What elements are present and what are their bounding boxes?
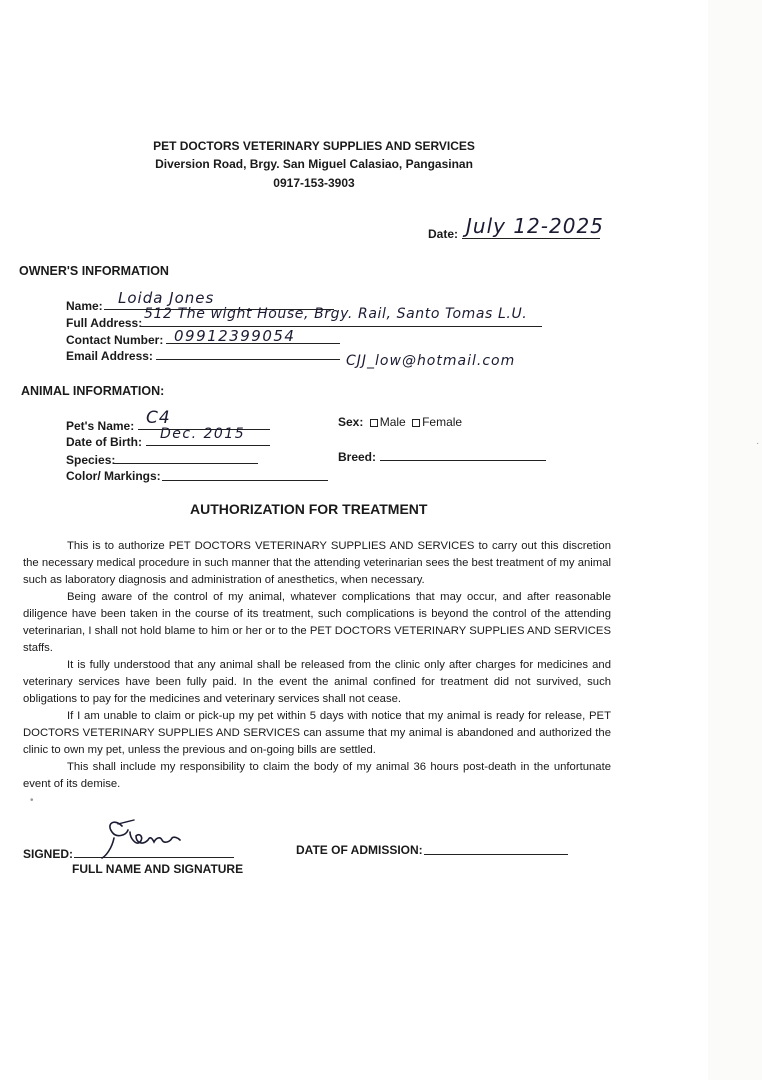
female-checkbox[interactable] [412,419,420,427]
owner-heading: OWNER'S INFORMATION [19,264,169,278]
admission-date-line [424,854,568,855]
authorization-paragraph: This shall include my responsibility to claim the body of my animal 36 hours post-death in the unfortunate event of its demise. [23,761,611,790]
owner-name-label: Name: [66,299,103,313]
male-label: Male [379,415,406,429]
scan-margin [708,0,762,1080]
authorization-body [23,538,611,793]
owner-name-value: Loida Jones [118,289,215,307]
dob-line [146,445,270,446]
animal-heading: ANIMAL INFORMATION: [21,384,165,398]
scan-speck: · [756,438,760,449]
species-label: Species: [66,453,116,467]
sex-label: Sex: [338,415,364,429]
sex-field [338,415,462,429]
owner-email-line [156,359,340,360]
color-markings-line [162,480,328,481]
signature-caption: FULL NAME AND SIGNATURE [72,862,244,876]
admission-date-label: DATE OF ADMISSION: [296,843,423,857]
dob-value: Dec. 2015 [160,426,246,442]
signed-label: SIGNED: [23,847,74,861]
owner-contact-label: Contact Number: [66,333,164,347]
business-address: Diversion Road, Brgy. San Miguel Calasiao, Pangasinan [155,157,473,171]
pet-name-value: C4 [146,408,171,428]
species-line [114,463,258,464]
authorization-paragraph: If I am unable to claim or pick-up my pet within 5 days with notice that my animal is ready for release, PET DOCTORS VETERINARY SUPPLIES AND SERVICES can assume that my animal is abandoned and authorized the clinic to own my pet, unless the previous and on-going bills are settled. [23,710,611,756]
dob-label: Date of Birth: [66,435,142,449]
date-line [462,238,600,239]
business-phone: 0917-153-3903 [273,176,355,190]
authorization-paragraph: Being aware of the control of my animal, whatever complications that may occur, and after reasonable diligence have been taken in the course of its treatment, such complications is beyond the control of the attending veterinarian, I shall not hold blame to him or her or to the PET DOCTORS VETERINARY SUPPLIES AND SERVICES staffs. [23,591,611,654]
owner-contact-value: 09912399054 [174,327,296,345]
female-label: Female [422,415,463,429]
owner-address-label: Full Address: [66,316,143,330]
owner-address-value: 512 The wight House, Brgy. Rail, Santo Tomas L.U. [144,306,528,322]
pet-name-label: Pet's Name: [66,419,135,433]
scan-speck: • [30,795,34,806]
owner-email-label: Email Address: [66,349,153,363]
breed-label: Breed: [338,450,377,464]
owner-email-value: CJJ_low@hotmail.com [346,353,516,369]
male-checkbox[interactable] [370,419,378,427]
handwritten-signature [100,808,190,863]
date-label: Date: [428,227,459,241]
breed-line [380,460,546,461]
color-markings-label: Color/ Markings: [66,469,161,483]
business-name: PET DOCTORS VETERINARY SUPPLIES AND SERVICES [153,139,475,153]
authorization-paragraph: This is to authorize PET DOCTORS VETERINARY SUPPLIES AND SERVICES to carry out this discretion the necessary medical procedure in such manner that the attending veterinarian sees the best treatment of my animal such as laboratory diagnosis and administration of anesthetics, when necessary. [23,540,611,586]
authorization-paragraph: It is fully understood that any animal shall be released from the clinic only after charges for medicines and veterinary services have been fully paid. In the event the animal confined for treatment did not survived, such obligations to pay for the medicines and veterinary services shall not cease. [23,659,611,705]
authorization-title: AUTHORIZATION FOR TREATMENT [190,501,428,517]
date-value: July 12-2025 [466,214,604,238]
